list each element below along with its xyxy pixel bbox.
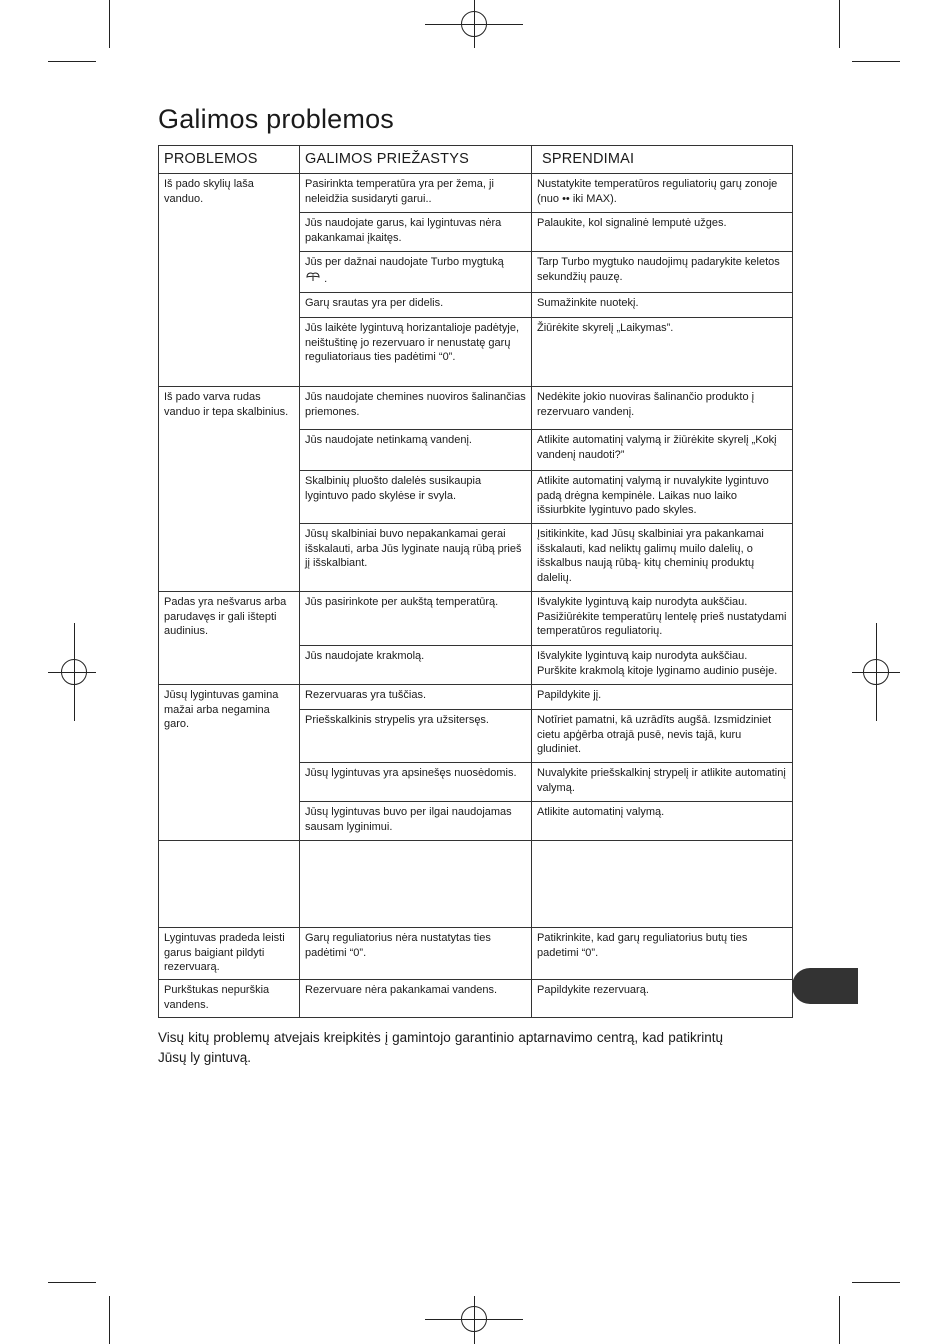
solution-cell: Palaukite, kol signalinė lemputė užges. bbox=[532, 213, 793, 252]
table-row bbox=[159, 980, 793, 1018]
table-row bbox=[159, 387, 793, 430]
cause-cell bbox=[300, 252, 532, 293]
registration-circle bbox=[61, 659, 87, 685]
crop-mark bbox=[852, 1282, 900, 1283]
solution-cell: Nustatykite temperatūros reguliatorių garų zonoje (nuo •• iki MAX). bbox=[532, 174, 793, 213]
steam-burst-icon bbox=[305, 270, 321, 287]
solution-cell: Patikrinkite, kad garų reguliatorius butų ties padetimi “0”. bbox=[532, 928, 793, 980]
registration-circle bbox=[461, 11, 487, 37]
crop-mark bbox=[109, 1296, 110, 1344]
solution-cell: Įsitikinkite, kad Jūsų skalbiniai yra pakankamai išskalauti, kad neliktų galimų muilo dalelių, o išskalbus naują rūbą- kitų cheminių produktų dalelių. bbox=[532, 524, 793, 592]
cause-text: Jūs per dažnai naudojate Turbo mygtuką bbox=[305, 256, 504, 268]
solution-cell: Atlikite automatinį valymą ir nuvalykite lygintuvo padą drėgna kempinėle. Laikas nuo laiko išsiurbkite lygintuvo pado skyles. bbox=[532, 471, 793, 524]
crop-mark bbox=[852, 61, 900, 62]
solution-cell: Atlikite automatinį valymą. bbox=[532, 802, 793, 841]
table-row bbox=[159, 685, 793, 710]
footer-note: Visų kitų problemų atvejais kreipkitės į gamintojo garantinio aptarnavimo centrą, kad patikrintų Jūsų ly gintuvą. bbox=[158, 1030, 723, 1065]
problem-cell: Purkštukas nepurškia vandens. bbox=[159, 980, 300, 1018]
crop-mark bbox=[109, 0, 110, 48]
solution-cell: Išvalykite lygintuvą kaip nurodyta aukščiau. Pasižiūrėkite temperatūrų lentelę prieš nustatydami temperatūros reguliatorių. bbox=[532, 592, 793, 646]
cause-cell: Jūsų skalbiniai buvo nepakankamai gerai išskalauti, arba Jūs lyginate naują rūbą prieš jį išskalbiant. bbox=[300, 524, 532, 592]
cause-cell: Garų reguliatorius nėra nustatytas ties padėtimi “0”. bbox=[300, 928, 532, 980]
cause-cell: Jūs naudojate garus, kai lygintuvas nėra pakankamai įkaitęs. bbox=[300, 213, 532, 252]
column-header-problems: PROBLEMOS bbox=[159, 146, 300, 174]
cause-cell bbox=[300, 841, 532, 928]
column-header-causes: GALIMOS PRIEŽASTYS bbox=[300, 146, 532, 174]
table-row bbox=[159, 928, 793, 980]
cause-cell: Skalbinių pluošto dalelės susikaupia lygintuvo pado skylėse ir svyla. bbox=[300, 471, 532, 524]
solution-cell: Papildykite rezervuarą. bbox=[532, 980, 793, 1018]
cause-cell: Pasirinkta temperatūra yra per žema, ji neleidžia susidaryti garui.. bbox=[300, 174, 532, 213]
crop-mark bbox=[48, 1282, 96, 1283]
solution-cell: Nedėkite jokio nuoviras šalinančio produkto į rezervuaro vandenį. bbox=[532, 387, 793, 430]
crop-mark bbox=[48, 61, 96, 62]
cause-cell: Jūs pasirinkote per aukštą temperatūrą. bbox=[300, 592, 532, 646]
cause-cell: Jūs naudojate netinkamą vandenį. bbox=[300, 430, 532, 471]
column-header-solutions: SPRENDIMAI bbox=[532, 146, 793, 174]
table-row bbox=[159, 174, 793, 213]
cause-text-suffix: . bbox=[324, 272, 328, 285]
cause-cell: Jūs naudojate krakmolą. bbox=[300, 646, 532, 685]
problem-cell: Padas yra nešvarus arba parudavęs ir gali ištepti audinius. bbox=[159, 592, 300, 685]
page-title: Galimos problemos bbox=[158, 104, 394, 134]
troubleshooting-table bbox=[158, 145, 793, 1018]
registration-circle bbox=[461, 1306, 487, 1332]
problem-cell: Lygintuvas pradeda leisti garus baigiant pildyti rezervuarą. bbox=[159, 928, 300, 980]
problem-cell: Iš pado skylių laša vanduo. bbox=[159, 174, 300, 387]
registration-circle bbox=[863, 659, 889, 685]
table-row bbox=[159, 592, 793, 646]
solution-cell: Notīriet pamatni, kā uzrādīts augšā. Izsmidziniet cietu apģērba otrajā pusē, nevis tajā, kuru gludiniet. bbox=[532, 710, 793, 763]
solution-cell: Išvalykite lygintuvą kaip nurodyta aukščiau. Purškite krakmolą kitoje lyginamo audinio pusėje. bbox=[532, 646, 793, 685]
solution-cell: Papildykite jį. bbox=[532, 685, 793, 710]
solution-cell: Tarp Turbo mygtuko naudojimų padarykite keletos sekundžių pauzę. bbox=[532, 252, 793, 293]
cause-cell: Garų srautas yra per didelis. bbox=[300, 293, 532, 318]
crop-mark bbox=[839, 1296, 840, 1344]
solution-cell: Nuvalykite priešskalkinį strypelį ir atlikite automatinį valymą. bbox=[532, 763, 793, 802]
cause-cell: Jūsų lygintuvas yra apsinešęs nuosėdomis. bbox=[300, 763, 532, 802]
cause-cell: Jūs laikėte lygintuvą horizantalioje padėtyje, neištuštinę jo rezervuaro ir nenustatę garų reguliatoriaus ties padėtimi “0”. bbox=[300, 318, 532, 387]
solution-cell: Sumažinkite nuotekį. bbox=[532, 293, 793, 318]
cause-cell: Rezervuaras yra tuščias. bbox=[300, 685, 532, 710]
page-tab-marker bbox=[792, 968, 858, 1004]
cause-cell: Priešskalkinis strypelis yra užsitersęs. bbox=[300, 710, 532, 763]
problem-cell: Iš pado varva rudas vanduo ir tepa skalbinius. bbox=[159, 387, 300, 592]
crop-mark bbox=[839, 0, 840, 48]
solution-cell: Žiūrėkite skyrelį „Laikymas”. bbox=[532, 318, 793, 387]
solution-cell: Atlikite automatinį valymą ir žiūrėkite skyrelį „Kokį vandenį naudoti?” bbox=[532, 430, 793, 471]
problem-cell: Jūsų lygintuvas gamina mažai arba negamina garo. bbox=[159, 685, 300, 841]
table-header-row bbox=[159, 146, 793, 174]
solution-cell bbox=[532, 841, 793, 928]
cause-cell: Rezervuare nėra pakankamai vandens. bbox=[300, 980, 532, 1018]
table-row-empty bbox=[159, 841, 793, 928]
problem-cell bbox=[159, 841, 300, 928]
cause-cell: Jūs naudojate chemines nuoviros šalinančias priemones. bbox=[300, 387, 532, 430]
cause-cell: Jūsų lygintuvas buvo per ilgai naudojamas sausam lyginimui. bbox=[300, 802, 532, 841]
